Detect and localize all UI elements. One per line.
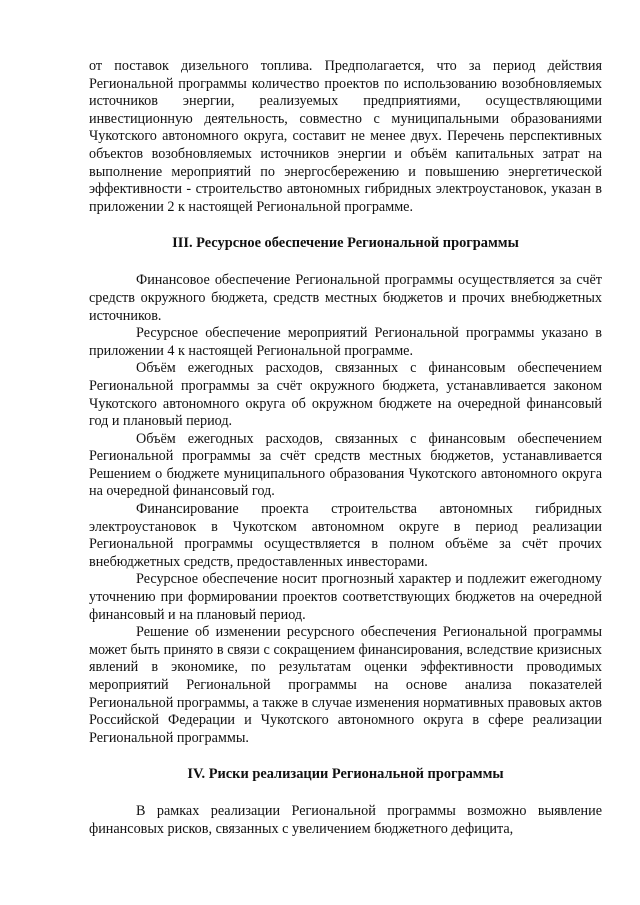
paragraph: Ресурсное обеспечение мероприятий Региональной программы указано в приложении 4 к настоящей Региональной программе. bbox=[89, 325, 602, 359]
paragraph: Финансовое обеспечение Региональной программы осуществляется за счёт средств окружного бюджета, средств местных бюджетов и прочих внебюджетных источников. bbox=[89, 272, 602, 324]
paragraph: В рамках реализации Региональной программы возможно выявление финансовых рисков, связанных с увеличением бюджетного дефицита, bbox=[89, 803, 602, 837]
spacer bbox=[89, 216, 602, 234]
paragraph: Объём ежегодных расходов, связанных с финансовым обеспечением Региональной программы за счёт средств местных бюджетов, устанавливается Решением о бюджете муниципального образования Чукотского автономного округа на очередной финансовый год. bbox=[89, 430, 602, 500]
section-heading-risks: IV. Риски реализации Региональной программы bbox=[187, 766, 504, 783]
document-page bbox=[89, 58, 602, 839]
spacer bbox=[89, 747, 602, 765]
paragraph: Решение об изменении ресурсного обеспечения Региональной программы может быть принято в связи с сокращением финансирования, вследствие кризисных явлений в экономике, по результатам оценки эффективности проводимых мероприятий Региональной программы на основе анализа показателей Региональной программы, а также в случае изменения нормативных правовых актов Российской Федерации и Чукотского автономного округа в сфере реализации Региональной программы. bbox=[89, 624, 602, 746]
paragraph-continuation: от поставок дизельного топлива. Предполагается, что за период действия Региональной программы количество проектов по использованию возобновляемых источников энергии, реализуемых предприятиями, осуществляющими инвестиционную деятельность, совместно с муниципальными образованиями Чукотского автономного округа, составит не менее двух. Перечень перспективных объектов возобновляемых источников энергии и объём капитальных затрат на выполнение мероприятий по энергосбережению и повышению энергетической эффективности - строительство автономных гибридных электроустановок, указан в приложении 2 к настоящей Региональной программе. bbox=[89, 58, 602, 215]
paragraph: Ресурсное обеспечение носит прогнозный характер и подлежит ежегодному уточнению при формировании проектов соответствующих бюджетов на очередной финансовый и на плановый период. bbox=[89, 571, 602, 623]
paragraph: Финансирование проекта строительства автономных гибридных электроустановок в Чукотском автономном округе в период реализации Региональной программы осуществляется в полном объёме за счёт прочих внебюджетных средств, предоставленных инвесторами. bbox=[89, 501, 602, 570]
spacer bbox=[89, 783, 602, 803]
paragraph: Объём ежегодных расходов, связанных с финансовым обеспечением Региональной программы за счёт окружного бюджета, устанавливается законом Чукотского автономного округа об окружном бюджете на очередной финансовый год и плановый период. bbox=[89, 360, 602, 430]
spacer bbox=[89, 252, 602, 272]
section-heading-resources: III. Ресурсное обеспечение Региональной программы bbox=[172, 235, 519, 252]
